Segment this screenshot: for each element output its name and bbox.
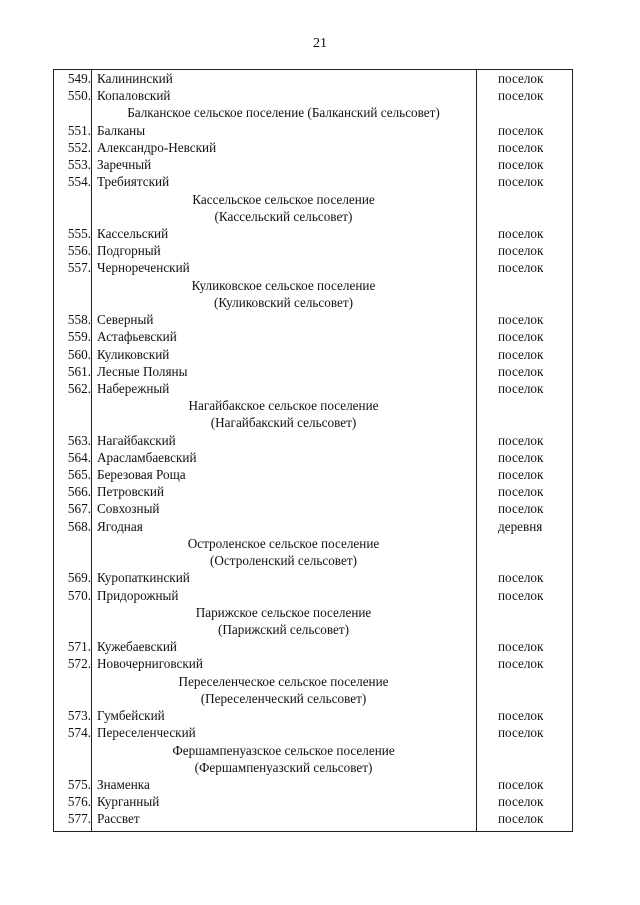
row-number: 563. <box>67 432 91 448</box>
table-row <box>54 500 572 517</box>
row-number: 577. <box>67 811 91 827</box>
row-number: 555. <box>67 225 91 241</box>
settlement-group-header <box>54 759 572 776</box>
settlement-type: поселок <box>498 71 544 86</box>
settlement-group-header <box>54 742 572 759</box>
row-number: 566. <box>67 484 91 500</box>
table-row <box>54 122 572 139</box>
settlement-type: поселок <box>498 88 544 104</box>
settlement-type: поселок <box>498 449 544 465</box>
group-header-text: Фершампенуазское сельское поселение <box>172 742 395 758</box>
table-row <box>54 518 572 535</box>
group-header-text: (Нагайбакский сельсовет) <box>210 415 357 431</box>
table-row <box>54 173 572 190</box>
settlement-group-header <box>54 535 572 552</box>
settlement-type: поселок <box>498 225 544 241</box>
group-header-text: (Куликовский сельсовет) <box>213 294 354 310</box>
settlement-name: Новочерниговский <box>97 656 203 672</box>
settlement-group-header <box>54 414 572 431</box>
table-rows <box>54 70 572 828</box>
settlement-group-header <box>54 552 572 569</box>
row-number: 552. <box>67 139 91 155</box>
row-number: 569. <box>67 570 91 586</box>
settlement-name: Подгорный <box>97 243 161 259</box>
settlement-group-header <box>54 604 572 621</box>
group-header-text: (Остроленский сельсовет) <box>210 553 357 569</box>
table-row <box>54 87 572 104</box>
settlement-type: поселок <box>498 656 544 672</box>
settlement-name: Кассельский <box>97 225 169 241</box>
settlement-name: Требиятский <box>97 174 170 190</box>
settlement-name: Чернореченский <box>97 260 190 276</box>
settlement-group-header <box>54 294 572 311</box>
settlement-type: поселок <box>498 312 544 328</box>
settlement-name: Знаменка <box>97 776 150 792</box>
settlement-type: поселок <box>498 380 544 396</box>
group-header-text: Кассельское сельское поселение <box>192 191 375 207</box>
row-number: 564. <box>67 449 91 465</box>
group-header-text: (Кассельский сельсовет) <box>214 208 353 224</box>
settlement-name: Балканы <box>97 122 146 138</box>
table-row <box>54 483 572 500</box>
row-number: 550. <box>67 88 91 104</box>
group-header-text: Остроленское сельское поселение <box>187 535 380 551</box>
table-row <box>54 449 572 466</box>
table-row <box>54 242 572 259</box>
row-number: 549. <box>67 71 91 86</box>
table-row <box>54 466 572 483</box>
table-row <box>54 776 572 793</box>
group-header-text: (Парижский сельсовет) <box>217 622 350 637</box>
settlement-name: Нагайбакский <box>97 432 176 448</box>
table-row <box>54 810 572 827</box>
row-number: 565. <box>67 467 91 483</box>
settlement-type: поселок <box>498 708 544 724</box>
group-header-text: Балканское сельское поселение (Балканский сельсовет) <box>127 105 440 121</box>
row-number: 560. <box>67 346 91 362</box>
settlement-type: поселок <box>498 157 544 173</box>
row-number: 576. <box>67 794 91 810</box>
table-row <box>54 724 572 741</box>
settlement-type: поселок <box>498 174 544 190</box>
row-number: 572. <box>67 656 91 672</box>
settlement-name: Курганный <box>97 794 160 810</box>
settlement-name: Рассвет <box>97 811 140 827</box>
settlement-type: поселок <box>498 329 544 345</box>
settlement-name: Совхозный <box>97 501 160 517</box>
table-row <box>54 587 572 604</box>
settlement-group-header <box>54 191 572 208</box>
group-header-text: (Переселенческий сельсовет) <box>200 690 367 706</box>
table-row <box>54 346 572 363</box>
row-number: 557. <box>67 260 91 276</box>
row-number: 562. <box>67 380 91 396</box>
row-number: 573. <box>67 708 91 724</box>
table-row <box>54 311 572 328</box>
row-number: 558. <box>67 312 91 328</box>
table-row <box>54 432 572 449</box>
settlement-name: Переселенческий <box>97 725 196 741</box>
group-header-text: (Фершампенуазский сельсовет) <box>194 759 373 775</box>
row-number: 575. <box>67 776 91 792</box>
settlement-group-header <box>54 621 572 638</box>
settlement-group-header <box>54 673 572 690</box>
settlement-name: Александро-Невский <box>97 139 217 155</box>
settlement-type: поселок <box>498 501 544 517</box>
settlement-type: поселок <box>498 570 544 586</box>
group-header-text: Переселенческое сельское поселение <box>178 673 389 689</box>
group-header-text: Парижское сельское поселение <box>195 604 372 620</box>
settlement-type: поселок <box>498 260 544 276</box>
settlement-type: деревня <box>498 518 543 534</box>
row-number: 556. <box>67 243 91 259</box>
settlement-group-header <box>54 397 572 414</box>
settlement-type: поселок <box>498 432 544 448</box>
group-header-text: Куликовское сельское поселение <box>191 277 376 293</box>
settlement-name: Петровский <box>97 484 165 500</box>
settlement-type: поселок <box>498 484 544 500</box>
settlement-name: Березовая Роща <box>97 467 186 483</box>
settlement-name: Копаловский <box>97 88 171 104</box>
settlement-type: поселок <box>498 467 544 483</box>
settlement-type: поселок <box>498 725 544 741</box>
settlement-name: Гумбейский <box>97 708 165 724</box>
settlement-name: Заречный <box>97 157 152 173</box>
table-row <box>54 655 572 672</box>
row-number: 568. <box>67 518 91 534</box>
row-number: 571. <box>67 639 91 655</box>
table-row <box>54 569 572 586</box>
table-row <box>54 707 572 724</box>
table-row <box>54 380 572 397</box>
settlement-group-header <box>54 208 572 225</box>
settlement-name: Набережный <box>97 380 170 396</box>
row-number: 567. <box>67 501 91 517</box>
page-number: 21 <box>313 36 327 51</box>
settlement-name: Кужебаевский <box>97 639 177 655</box>
settlement-group-header <box>54 104 572 121</box>
settlement-group-header <box>54 690 572 707</box>
group-header-text: Нагайбакское сельское поселение <box>188 398 379 414</box>
row-number: 561. <box>67 363 91 379</box>
table-row <box>54 156 572 173</box>
settlements-table <box>53 69 573 832</box>
settlement-type: поселок <box>498 587 544 603</box>
row-number: 553. <box>67 157 91 173</box>
row-number: 551. <box>67 122 91 138</box>
table-row <box>54 638 572 655</box>
table-row <box>54 139 572 156</box>
settlement-name: Куропаткинский <box>97 570 190 586</box>
row-number: 554. <box>67 174 91 190</box>
settlement-type: поселок <box>498 122 544 138</box>
table-row <box>54 363 572 380</box>
settlement-name: Северный <box>97 312 154 328</box>
row-number: 574. <box>67 725 91 741</box>
table-row <box>54 793 572 810</box>
row-number: 559. <box>67 329 91 345</box>
settlement-name: Калининский <box>97 71 173 86</box>
settlement-name: Астафьевский <box>97 329 177 345</box>
settlement-type: поселок <box>498 243 544 259</box>
settlement-name: Ягодная <box>97 518 143 534</box>
table-row <box>54 259 572 276</box>
settlement-name: Придорожный <box>97 587 179 603</box>
row-number: 570. <box>67 587 91 603</box>
settlement-name: Арасламбаевский <box>97 449 197 465</box>
settlement-type: поселок <box>498 639 544 655</box>
settlement-type: поселок <box>498 794 544 810</box>
settlement-type: поселок <box>498 139 544 155</box>
settlement-type: поселок <box>498 776 544 792</box>
settlement-type: поселок <box>498 811 544 827</box>
settlement-name: Куликовский <box>97 346 170 362</box>
table-row <box>54 225 572 242</box>
settlement-type: поселок <box>498 346 544 362</box>
table-row <box>54 328 572 345</box>
settlement-name: Лесные Поляны <box>97 363 188 379</box>
settlement-type: поселок <box>498 363 544 379</box>
table-row <box>54 70 572 87</box>
settlement-group-header <box>54 277 572 294</box>
